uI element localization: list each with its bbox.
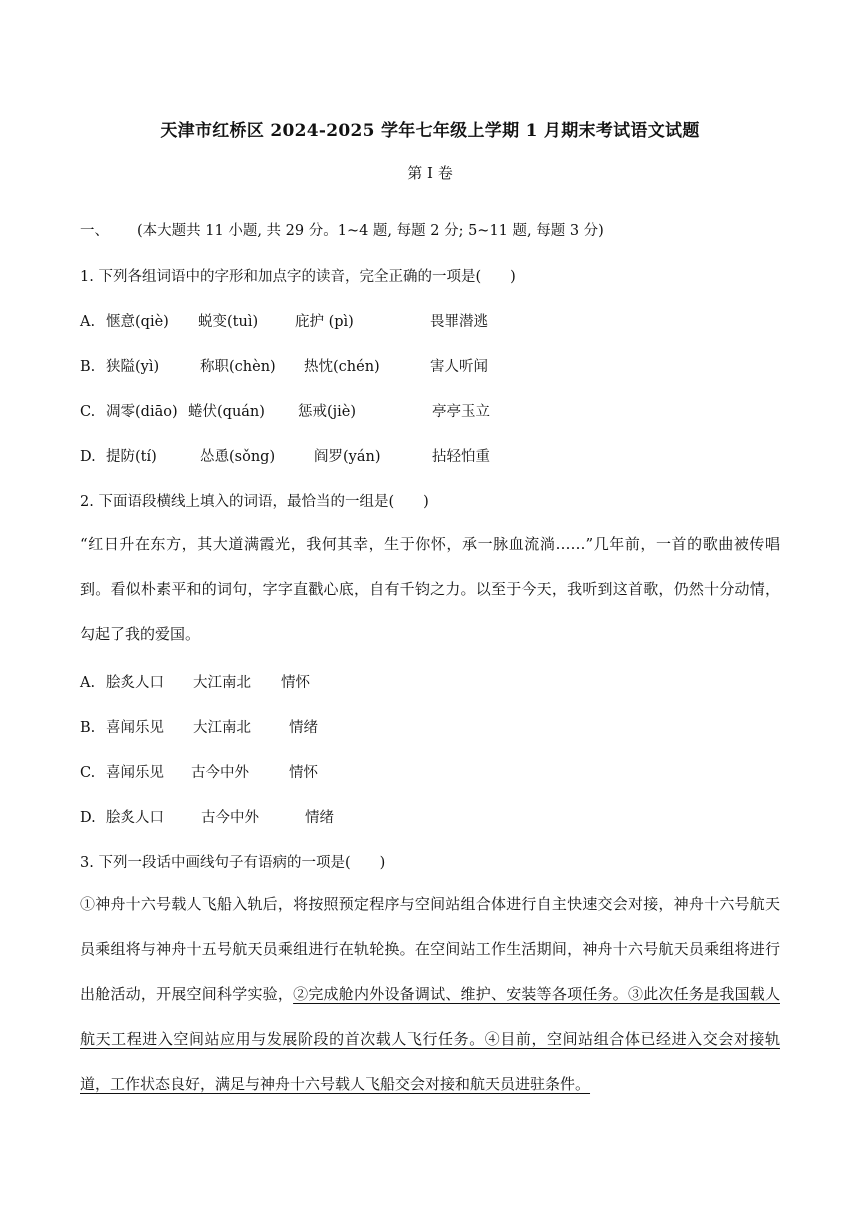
option-word-1: 脍炙人口 bbox=[106, 675, 164, 691]
option-word-2: 大江南北 bbox=[193, 720, 251, 736]
option-word-3: 热忱(chén) bbox=[304, 359, 380, 375]
question-1-stem: 1. 下列各组词语中的字形和加点字的读音，完全正确的一项是( ) bbox=[80, 269, 516, 285]
option-word-1: 惬意(qiè) bbox=[106, 314, 169, 330]
option-word-1: 狭隘(yì) bbox=[106, 359, 160, 375]
option-word-1: 喜闻乐见 bbox=[106, 765, 164, 781]
option-word-3: 庇护 (pì) bbox=[295, 314, 354, 330]
option-word-4: 亭亭玉立 bbox=[432, 404, 490, 420]
option-word-4: 害人听闻 bbox=[430, 359, 488, 375]
passage-plain-text: ①神舟十六号载人飞船入轨后，将按照预定程序与空间站组合体进行自主快速交会对接，神舟十六号航天员乘组将与神舟十五号航天员乘组进行在轨轮换。在空间站工作生活期间，神舟十六号航天员乘组将进行出舱活动，开展空间科学实验， bbox=[80, 895, 780, 1003]
option-label: C. bbox=[80, 765, 96, 781]
option-label: D. bbox=[80, 810, 96, 826]
option-word-2: 古今中外 bbox=[201, 810, 259, 826]
option-word-4: 畏罪潜逃 bbox=[430, 314, 488, 330]
option-word-1: 脍炙人口 bbox=[106, 810, 164, 826]
question-3-passage bbox=[80, 882, 780, 1107]
section-heading bbox=[80, 219, 604, 240]
q2-option-d bbox=[80, 806, 334, 827]
option-word-3: 惩戒(jiè) bbox=[298, 404, 357, 420]
volume-heading: 第 I 卷 bbox=[407, 164, 453, 182]
option-word-3: 情绪 bbox=[305, 810, 334, 826]
section-description: (本大题共 11 小题, 共 29 分。1~4 题, 每题 2 分; 5~11 题, 每题 3 分) bbox=[137, 223, 604, 239]
option-word-3: 情怀 bbox=[289, 765, 318, 781]
q2-option-c bbox=[80, 761, 318, 782]
option-word-3: 情绪 bbox=[289, 720, 318, 736]
question-2-passage: “红日升在东方，其大道满霞光，我何其幸，生于你怀，承一脉血流淌……”几年前，一首的歌曲被传唱到。看似朴素平和的词句，字字直戳心底，自有千钧之力。以至于今天，我听到这首歌，仍然十分动情，勾起了我的爱国。 bbox=[80, 535, 780, 643]
option-word-2: 怂恿(sǒng) bbox=[200, 449, 276, 465]
option-word-2: 大江南北 bbox=[193, 675, 251, 691]
option-label: D. bbox=[80, 449, 96, 465]
option-label: A. bbox=[80, 675, 96, 691]
option-label: B. bbox=[80, 720, 96, 736]
option-word-2: 古今中外 bbox=[191, 765, 249, 781]
option-word-3: 阎罗(yán) bbox=[314, 449, 381, 465]
option-word-4: 拈轻怕重 bbox=[432, 449, 490, 465]
option-word-1: 凋零(diāo) bbox=[106, 404, 178, 420]
q2-option-b bbox=[80, 716, 318, 737]
option-word-2: 蜷伏(quán) bbox=[188, 404, 265, 420]
option-label: C. bbox=[80, 404, 96, 420]
option-word-1: 提防(tí) bbox=[106, 449, 157, 465]
question-3-stem: 3. 下列一段话中画线句子有语病的一项是( ) bbox=[80, 855, 386, 871]
option-word-2: 称职(chèn) bbox=[200, 359, 276, 375]
question-2-stem: 2. 下面语段横线上填入的词语，最恰当的一组是( ) bbox=[80, 494, 429, 510]
option-word-3: 情怀 bbox=[281, 675, 310, 691]
q1-option-c bbox=[80, 400, 490, 421]
q2-option-a bbox=[80, 671, 310, 692]
passage-underlined-text: ②完成舱内外设备调试、维护、安装等各项任务。③此次任务是我国载人航天工程进入空间站应用与发展阶段的首次载人飞行任务。④目前，空间站组合体已经进入交会对接轨道，工作状态良好，满足与神舟十六号载人飞船交会对接和航天员进驻条件。 bbox=[80, 985, 780, 1093]
option-label: A. bbox=[80, 314, 96, 330]
q1-option-d bbox=[80, 445, 490, 466]
page-title: 天津市红桥区 2024-2025 学年七年级上学期 1 月期末考试语文试题 bbox=[160, 121, 700, 141]
option-word-2: 蜕变(tuì) bbox=[198, 314, 259, 330]
section-number: 一、 bbox=[80, 223, 109, 239]
q1-option-a bbox=[80, 310, 488, 331]
q1-option-b bbox=[80, 355, 488, 376]
option-label: B. bbox=[80, 359, 96, 375]
option-word-1: 喜闻乐见 bbox=[106, 720, 164, 736]
